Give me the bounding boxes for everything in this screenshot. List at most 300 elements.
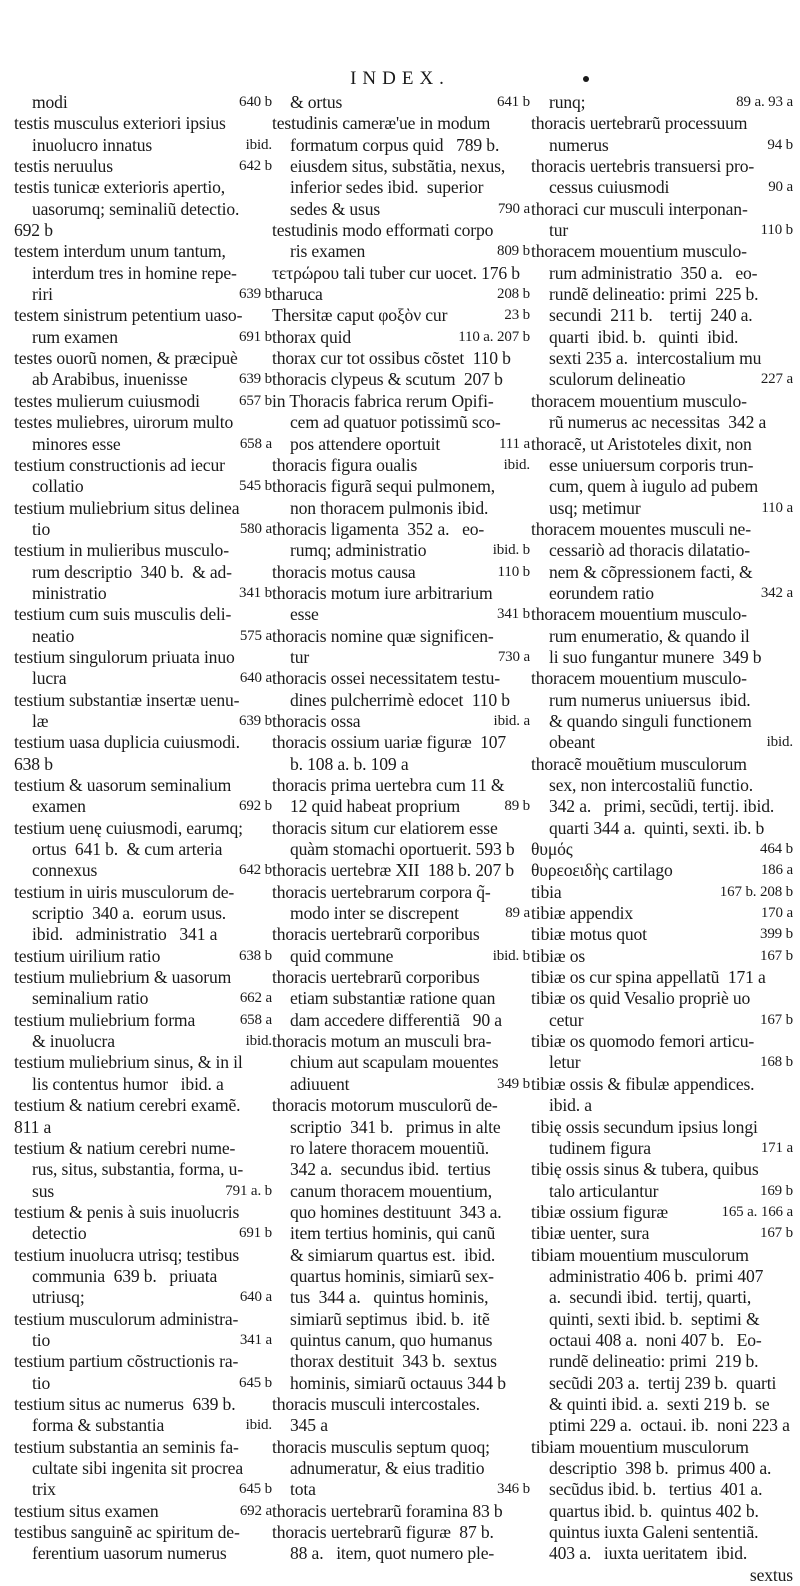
index-entry-line bbox=[272, 967, 530, 988]
index-entry-line bbox=[14, 626, 272, 647]
entry-text: pos attendere oportuit bbox=[290, 433, 441, 454]
index-entry-line bbox=[531, 839, 793, 860]
index-entry-line bbox=[272, 1266, 530, 1287]
page-reference: 168 b bbox=[759, 1054, 793, 1071]
entry-text: sculorum delineatio bbox=[549, 369, 686, 390]
entry-text: tibiæ appendix bbox=[531, 903, 633, 924]
index-entry-line bbox=[14, 1415, 272, 1436]
index-entry-line bbox=[272, 1117, 530, 1138]
index-entry-line bbox=[272, 732, 530, 753]
index-entry-line bbox=[531, 434, 793, 455]
entry-text: adnumeratur, & eius traditio bbox=[290, 1458, 485, 1478]
index-entry-line bbox=[531, 455, 793, 476]
entry-text: eorundem ratio bbox=[549, 582, 654, 603]
entry-text: sus bbox=[32, 1180, 55, 1201]
page-reference: 639 b bbox=[238, 712, 272, 729]
entry-text: rũ numerus ac necessitas 342 a bbox=[549, 412, 767, 433]
index-entry-line bbox=[14, 1479, 272, 1500]
index-entry-line bbox=[272, 860, 530, 881]
entry-text: 403 a. iuxta ueritatem ibid. bbox=[549, 1543, 748, 1564]
index-entry-line bbox=[272, 1138, 530, 1159]
index-entry-line bbox=[531, 1138, 793, 1159]
index-entry-line bbox=[14, 967, 272, 988]
entry-text: tibiæ motus quot bbox=[531, 924, 647, 945]
entry-text: interdum tres in homine repe- bbox=[32, 262, 237, 283]
index-entry-line bbox=[272, 1522, 530, 1543]
index-entry-line bbox=[272, 369, 530, 390]
entry-text: esse uniuersum corporis trun- bbox=[549, 454, 754, 475]
page-reference: 167 b bbox=[759, 1225, 793, 1242]
index-entry-line bbox=[272, 1458, 530, 1479]
index-entry-line bbox=[531, 1373, 793, 1394]
entry-text: modo inter se discrepent bbox=[290, 903, 459, 924]
entry-text: tibię ossis sinus & tubera, quibus bbox=[531, 1159, 759, 1180]
entry-text: canum thoracem mouentium, bbox=[290, 1180, 492, 1201]
page-reference: 464 b bbox=[759, 841, 793, 858]
index-entry-line bbox=[531, 327, 793, 348]
dot-mark bbox=[583, 76, 589, 82]
index-entry-line bbox=[531, 348, 793, 369]
entry-text: testium uenę cuiusmodi, earumq; bbox=[14, 817, 243, 838]
page-reference: 662 a bbox=[239, 990, 272, 1007]
entry-text: tus 344 a. quintus hominis, bbox=[290, 1287, 489, 1308]
index-entry-line bbox=[14, 177, 272, 198]
index-entry-line bbox=[531, 647, 793, 668]
page-reference: 658 a bbox=[239, 1011, 272, 1028]
index-entry-line bbox=[272, 135, 530, 156]
entry-text: thoracis motorum musculorũ de- bbox=[272, 1095, 498, 1116]
index-entry-line bbox=[531, 1415, 793, 1436]
entry-text: tio bbox=[32, 1372, 51, 1393]
page-reference: 639 b bbox=[238, 286, 272, 303]
entry-text: thoracis prima uertebra cum 11 & bbox=[272, 775, 505, 795]
index-entry-line bbox=[14, 647, 272, 668]
entry-text: sedes & usus bbox=[290, 198, 381, 219]
running-head: INDEX. bbox=[350, 68, 450, 89]
index-entry-line bbox=[14, 305, 272, 326]
page-reference: 790 a bbox=[497, 200, 530, 217]
entry-text: tibia bbox=[531, 881, 562, 902]
entry-text: thoracis uertebrarũ corporibus bbox=[272, 924, 480, 945]
entry-text: lis contentus humor ibid. a bbox=[32, 1073, 224, 1094]
entry-text: 12 quid habeat proprium bbox=[290, 796, 461, 817]
page-reference: 90 a bbox=[768, 179, 793, 196]
index-entry-line bbox=[272, 882, 530, 903]
index-entry-line bbox=[531, 156, 793, 177]
index-entry-line bbox=[272, 476, 530, 497]
entry-text: 811 a bbox=[14, 1116, 52, 1137]
entry-text: non thoracem pulmonis ibid. bbox=[290, 497, 489, 518]
entry-text: testium muliebrium forma bbox=[14, 1009, 196, 1030]
entry-text: trix bbox=[32, 1479, 56, 1500]
index-entry-line bbox=[531, 903, 793, 924]
index-entry-line bbox=[531, 113, 793, 134]
page-reference: 110 b bbox=[497, 563, 530, 580]
index-entry-line bbox=[272, 519, 530, 540]
index-entry-line bbox=[14, 1501, 272, 1522]
entry-text: tibiam mouentium musculorum bbox=[531, 1244, 749, 1265]
page-reference: 399 b bbox=[759, 926, 793, 943]
entry-text: rum enumeratio, & quando il bbox=[549, 625, 750, 646]
index-entry-line bbox=[531, 1309, 793, 1330]
entry-text: item tertius hominis, qui canũ bbox=[290, 1223, 496, 1244]
entry-text: cultate sibi ingenita sit procrea bbox=[32, 1458, 243, 1478]
entry-text: thoracis uertebrarum corpora q̃- bbox=[272, 881, 491, 902]
entry-text: testium uirilium ratio bbox=[14, 945, 161, 966]
page-reference: ibid. bbox=[245, 136, 272, 153]
index-entry-line bbox=[14, 1159, 272, 1180]
index-entry-line bbox=[14, 263, 272, 284]
index-entry-line bbox=[531, 540, 793, 561]
index-entry-line bbox=[272, 711, 530, 732]
index-entry-line bbox=[531, 1245, 793, 1266]
entry-text: li suo fungantur munere 349 b bbox=[549, 646, 762, 667]
index-entry-line bbox=[272, 754, 530, 775]
entry-text: thoracem mouentium musculo- bbox=[531, 668, 747, 689]
index-entry-line bbox=[14, 1052, 272, 1073]
index-entry-line bbox=[14, 1543, 272, 1564]
index-entry-line bbox=[272, 199, 530, 220]
entry-text: tharuca bbox=[272, 284, 323, 305]
index-entry-line bbox=[531, 562, 793, 583]
entry-text: testium & penis à suis inuolucris bbox=[14, 1201, 240, 1222]
entry-text: tio bbox=[32, 518, 51, 539]
index-entry-line bbox=[14, 562, 272, 583]
entry-text: cessus cuiusmodi bbox=[549, 177, 670, 198]
entry-text: & quando singuli functionem bbox=[549, 710, 752, 731]
entry-text: utriusq; bbox=[32, 1287, 85, 1308]
index-column-3 bbox=[531, 92, 793, 1586]
page-reference: 580 a bbox=[239, 520, 272, 537]
entry-text: cem ad quatuor potissimũ sco- bbox=[290, 412, 501, 433]
index-entry-line bbox=[272, 946, 530, 967]
index-entry-line bbox=[272, 540, 530, 561]
entry-text: læ bbox=[32, 710, 49, 731]
index-entry-line bbox=[14, 946, 272, 967]
index-entry-line bbox=[14, 540, 272, 561]
entry-text: testes mulierum cuiusmodi bbox=[14, 390, 200, 411]
page-reference: 341 b bbox=[238, 584, 272, 601]
index-entry-line bbox=[14, 668, 272, 689]
index-entry-line bbox=[14, 1095, 272, 1116]
entry-text: cetur bbox=[549, 1009, 584, 1030]
entry-text: thoracis musculis septum quoq; bbox=[272, 1436, 490, 1457]
page-reference: 645 b bbox=[238, 1374, 272, 1391]
entry-text: thoracis motus causa bbox=[272, 561, 416, 582]
index-entry-line bbox=[531, 1287, 793, 1308]
page-reference: ibid. bbox=[766, 734, 793, 751]
entry-text: thoracis figura oualis bbox=[272, 454, 418, 475]
page-reference: 640 a bbox=[239, 1289, 272, 1306]
entry-text: seminalium ratio bbox=[32, 988, 149, 1009]
entry-text: ibid. administratio 341 a bbox=[32, 924, 218, 945]
index-entry-line bbox=[14, 1138, 272, 1159]
entry-text: quartus hominis, simiarũ sex- bbox=[290, 1265, 494, 1286]
index-entry-line bbox=[272, 1159, 530, 1180]
page-reference: 110 a. 207 b bbox=[458, 328, 530, 345]
entry-text: thoracis uertebræ XII 188 b. 207 b bbox=[272, 860, 514, 881]
index-entry-line bbox=[14, 369, 272, 390]
entry-text: tibiæ os bbox=[531, 945, 586, 966]
entry-text: thoracis motum an musculi bra- bbox=[272, 1031, 492, 1052]
index-entry-line bbox=[531, 583, 793, 604]
index-entry-line bbox=[272, 156, 530, 177]
entry-text: testudinis modo efformati corpo bbox=[272, 220, 494, 241]
entry-text: quo homines destituunt 343 a. bbox=[290, 1201, 502, 1222]
page-reference: 809 b bbox=[496, 243, 530, 260]
index-entry-line bbox=[272, 434, 530, 455]
entry-text: uasorumq; seminaliũ detectio. bbox=[32, 198, 240, 219]
entry-text: cessariò ad thoracis dilatatio- bbox=[549, 540, 751, 561]
entry-text: 88 a. item, quot numero ple- bbox=[290, 1543, 495, 1564]
page-reference: 642 b bbox=[238, 862, 272, 879]
page-reference: 658 a bbox=[239, 435, 272, 452]
index-column-1 bbox=[14, 92, 272, 1565]
index-entry-line bbox=[272, 1309, 530, 1330]
index-entry-line bbox=[272, 1181, 530, 1202]
page-reference: 657 b bbox=[238, 392, 272, 409]
index-entry-line bbox=[531, 818, 793, 839]
index-entry-line bbox=[272, 241, 530, 262]
entry-text: thorax destituit 343 b. sextus bbox=[290, 1351, 497, 1372]
entry-text: thorax cur tot ossibus cõstet 110 b bbox=[272, 348, 511, 369]
entry-text: rum administratio 350 a. eo- bbox=[549, 262, 758, 283]
page-reference: 89 a bbox=[505, 905, 530, 922]
index-entry-line bbox=[531, 498, 793, 519]
page-reference: 691 b bbox=[238, 1225, 272, 1242]
page-reference: 730 a bbox=[497, 648, 530, 665]
entry-text: testium uasa duplicia cuiusmodi. bbox=[14, 732, 240, 753]
entry-text: rus, situs, substantia, forma, u- bbox=[32, 1159, 244, 1180]
index-entry-line bbox=[272, 604, 530, 625]
entry-text: thoracem mouentium musculo- bbox=[531, 390, 747, 411]
entry-text: tudinem figura bbox=[549, 1137, 651, 1158]
index-entry-line bbox=[272, 690, 530, 711]
entry-text: tibiæ os quomodo femori articu- bbox=[531, 1031, 755, 1052]
index-entry-line bbox=[14, 1309, 272, 1330]
entry-text: rum examen bbox=[32, 326, 118, 347]
index-entry-line bbox=[272, 1373, 530, 1394]
entry-text: tibiæ os cur spina appellatũ 171 a bbox=[531, 967, 766, 988]
index-entry-line bbox=[272, 1245, 530, 1266]
page-reference: 208 b bbox=[496, 286, 530, 303]
index-entry-line bbox=[531, 220, 793, 241]
index-entry-line bbox=[14, 1522, 272, 1543]
entry-text: quintus canum, quo humanus bbox=[290, 1329, 493, 1350]
index-entry-line bbox=[272, 668, 530, 689]
index-entry-line bbox=[14, 988, 272, 1009]
entry-text: thoracẽ, ut Aristoteles dixit, non bbox=[531, 433, 752, 454]
entry-text: tibiæ ossis & fibulæ appendices. bbox=[531, 1073, 755, 1094]
entry-text: ptimi 229 a. octaui. ib. noni 223 a bbox=[549, 1415, 790, 1436]
entry-text: θυμός bbox=[531, 839, 573, 860]
index-entry-line bbox=[531, 1522, 793, 1543]
index-entry-line bbox=[14, 156, 272, 177]
entry-text: thoracis figurã sequi pulmonem, bbox=[272, 476, 496, 497]
index-entry-line bbox=[14, 903, 272, 924]
entry-text: testium substantia an seminis fa- bbox=[14, 1436, 239, 1457]
index-entry-line bbox=[14, 796, 272, 817]
entry-text: forma & substantia bbox=[32, 1415, 165, 1436]
index-entry-line bbox=[14, 519, 272, 540]
entry-text: 638 b bbox=[14, 753, 53, 774]
index-entry-line bbox=[14, 732, 272, 753]
index-entry-line bbox=[14, 818, 272, 839]
index-entry-line bbox=[531, 135, 793, 156]
entry-text: θυρεοειδὴς cartilago bbox=[531, 860, 673, 881]
entry-text: tur bbox=[290, 646, 310, 667]
page-reference: 89 a. 93 a bbox=[736, 94, 793, 110]
entry-text: testes muliebres, uirorum multo bbox=[14, 412, 234, 433]
entry-text: esse bbox=[290, 604, 319, 625]
entry-text: thoracis uertebrarũ corporibus bbox=[272, 967, 480, 988]
index-entry-line bbox=[14, 1031, 272, 1052]
index-entry-line bbox=[14, 1437, 272, 1458]
index-entry-line bbox=[14, 839, 272, 860]
entry-text: a. secundi ibid. tertij, quarti, bbox=[549, 1287, 752, 1308]
page-reference: 640 b bbox=[238, 94, 272, 110]
page-reference: 342 a bbox=[760, 584, 793, 601]
page-reference: 639 b bbox=[238, 371, 272, 388]
entry-text: riri bbox=[32, 284, 53, 305]
index-entry-line bbox=[14, 604, 272, 625]
index-entry-line bbox=[14, 1287, 272, 1308]
index-entry-line bbox=[14, 348, 272, 369]
index-entry-line bbox=[531, 1031, 793, 1052]
index-entry-line bbox=[531, 1159, 793, 1180]
entry-text: thoracis ossium uariæ figuræ 107 bbox=[272, 732, 507, 753]
entry-text: chium aut scapulam mouentes bbox=[290, 1052, 499, 1073]
index-entry-line bbox=[14, 113, 272, 134]
index-entry-line bbox=[14, 882, 272, 903]
index-entry-line bbox=[531, 754, 793, 775]
index-entry-line bbox=[531, 860, 793, 881]
entry-text: thoracis uertebrarũ processuum bbox=[531, 113, 748, 134]
index-entry-line bbox=[14, 391, 272, 412]
entry-text: collatio bbox=[32, 476, 84, 497]
index-entry-line bbox=[14, 1351, 272, 1372]
entry-text: thoracem mouentium musculo- bbox=[531, 604, 747, 625]
index-entry-line bbox=[14, 754, 272, 775]
entry-text: testium muliebrium sinus, & in il bbox=[14, 1052, 243, 1073]
entry-text: Thersitæ caput φοξὸν cur bbox=[272, 305, 448, 326]
index-entry-line bbox=[272, 1351, 530, 1372]
entry-text: testium situs examen bbox=[14, 1500, 159, 1521]
index-entry-line bbox=[531, 604, 793, 625]
page-reference: 23 b bbox=[504, 307, 530, 324]
entry-text: obeant bbox=[549, 732, 595, 753]
entry-text: communia 639 b. priuata bbox=[32, 1265, 218, 1286]
index-entry-line bbox=[531, 1052, 793, 1073]
entry-text: thoracis clypeus & scutum 207 b bbox=[272, 369, 503, 390]
entry-text: ortus 641 b. & cum arteria bbox=[32, 839, 223, 860]
index-entry-line bbox=[531, 519, 793, 540]
index-entry-line bbox=[272, 839, 530, 860]
index-entry-line bbox=[531, 1074, 793, 1095]
entry-text: & ortus bbox=[290, 92, 343, 112]
page-reference: 640 a bbox=[239, 670, 272, 687]
page-reference: ibid. b bbox=[492, 542, 530, 559]
index-entry-line bbox=[531, 1394, 793, 1415]
entry-text: simiarũ septimus ibid. b. itẽ bbox=[290, 1308, 490, 1329]
entry-text: testium musculorum administra- bbox=[14, 1308, 239, 1329]
index-entry-line bbox=[14, 476, 272, 497]
index-entry-line bbox=[531, 391, 793, 412]
entry-text: scriptio 340 a. eorum usus. bbox=[32, 903, 227, 924]
entry-text: numerus bbox=[549, 134, 609, 155]
entry-text: tibiæ uenter, sura bbox=[531, 1223, 650, 1244]
entry-text: examen bbox=[32, 796, 86, 817]
entry-text: testium muliebrium situs delinea bbox=[14, 497, 240, 518]
entry-text: rundẽ delineatio: primi 219 b. bbox=[549, 1351, 759, 1372]
index-entry-line bbox=[14, 498, 272, 519]
entry-text: nem & cõpressionem facti, & bbox=[549, 561, 753, 582]
entry-text: sexti 235 a. intercostalium mu bbox=[549, 348, 762, 369]
entry-text: formatum corpus quid 789 b. bbox=[290, 134, 500, 155]
entry-text: testudinis cameræ'ue in modum bbox=[272, 113, 491, 134]
index-entry-line bbox=[272, 818, 530, 839]
entry-text: ris examen bbox=[290, 241, 366, 262]
page-reference: 94 b bbox=[767, 136, 793, 153]
entry-text: quid commune bbox=[290, 945, 394, 966]
entry-text: ro latere thoracem mouentiũ. bbox=[290, 1137, 490, 1158]
entry-text: ferentium uasorum numerus bbox=[32, 1543, 227, 1564]
entry-text: letur bbox=[549, 1052, 581, 1073]
entry-text: thoracis motum iure arbitrarium bbox=[272, 582, 493, 603]
entry-text: thoracis uertebrarũ figuræ 87 b. bbox=[272, 1522, 494, 1543]
index-entry-line bbox=[14, 583, 272, 604]
entry-text: thoraci cur musculi interponan- bbox=[531, 198, 748, 219]
index-entry-line bbox=[272, 455, 530, 476]
entry-text: thoracẽ mouẽtium musculorum bbox=[531, 753, 747, 774]
page-reference: 638 b bbox=[238, 947, 272, 964]
entry-text: dines pulcherrimè edocet 110 b bbox=[290, 689, 510, 710]
entry-text: 342 a. secundus ibid. tertius bbox=[290, 1159, 491, 1180]
index-entry-line bbox=[531, 199, 793, 220]
index-entry-line bbox=[272, 1287, 530, 1308]
index-entry-line bbox=[14, 327, 272, 348]
page-reference: 791 a. b bbox=[225, 1182, 272, 1199]
page-reference: 346 b bbox=[496, 1481, 530, 1498]
index-entry-line bbox=[531, 1095, 793, 1116]
index-entry-line bbox=[272, 284, 530, 305]
entry-text: minores esse bbox=[32, 433, 121, 454]
page-reference: 170 a bbox=[760, 905, 793, 922]
index-entry-line bbox=[14, 1074, 272, 1095]
index-entry-line bbox=[14, 1223, 272, 1244]
index-entry-line bbox=[14, 434, 272, 455]
index-entry-line bbox=[531, 796, 793, 817]
index-entry-line bbox=[14, 92, 272, 113]
index-entry-line bbox=[531, 476, 793, 497]
index-entry-line bbox=[531, 1458, 793, 1479]
index-entry-line bbox=[272, 220, 530, 241]
entry-text: eiusdem situs, substãtia, nexus, bbox=[290, 156, 506, 177]
entry-text: octaui 408 a. noni 407 b. Eo- bbox=[549, 1329, 762, 1350]
page-reference: 89 b bbox=[504, 798, 530, 815]
index-entry-line bbox=[531, 1565, 793, 1586]
index-entry-line bbox=[14, 241, 272, 262]
entry-text: testium & natium cerebri examẽ. bbox=[14, 1095, 241, 1116]
entry-text: thoracis ligamenta 352 a. eo- bbox=[272, 518, 485, 539]
entry-text: inuolucro innatus bbox=[32, 134, 153, 155]
page-reference: 110 a bbox=[761, 499, 793, 516]
index-entry-line bbox=[272, 903, 530, 924]
page-reference: 167 b bbox=[759, 947, 793, 964]
entry-text: tibiam mouentium musculorum bbox=[531, 1436, 749, 1457]
page-reference: 186 a bbox=[760, 862, 793, 879]
page-reference: ibid. bbox=[245, 1033, 272, 1050]
